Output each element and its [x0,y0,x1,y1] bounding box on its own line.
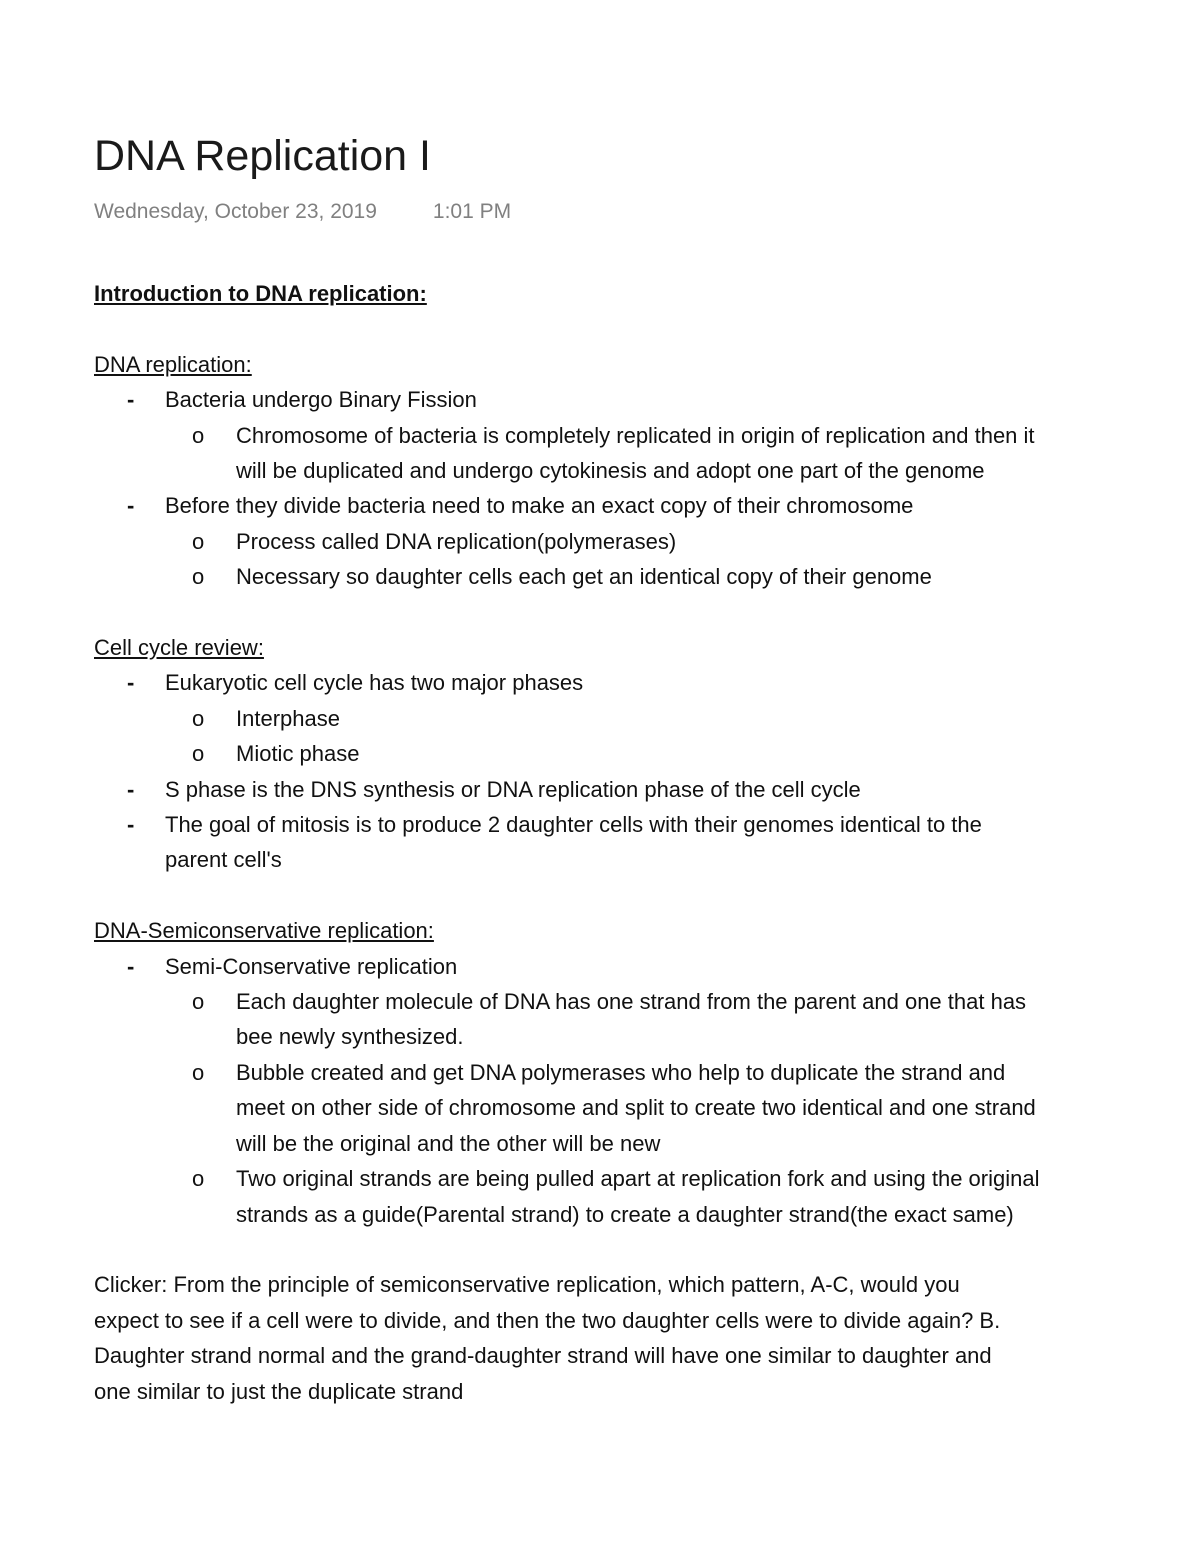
spacer [94,595,1200,630]
clicker-paragraph-line: Daughter strand normal and the grand-daughter strand will have one similar to daughter and [94,1343,992,1369]
clicker-paragraph-line: one similar to just the duplicate strand [94,1378,464,1404]
sub-bullet-continuation: will be duplicated and undergo cytokinesis and adopt one part of the genome [236,458,985,484]
sub-bullet-continuation: strands as a guide(Parental strand) to create a daughter strand(the exact same) [236,1201,1014,1227]
spacer [94,878,1200,913]
section-heading-dna-replication: DNA replication: [94,351,252,377]
note-date: Wednesday, October 23, 2019 [94,200,377,223]
note-timestamp [94,200,511,224]
bullet-item: - Eukaryotic cell cycle has two major phases [94,665,1200,700]
sub-bullet-item: o Interphase [94,701,1200,736]
sub-bullet-item: o Each daughter molecule of DNA has one strand from the parent and one that has [94,984,1200,1019]
bullet-item: - The goal of mitosis is to produce 2 daughter cells with their genomes identical to the [94,807,1200,842]
note-body [94,276,1200,1409]
bullet-item: - Bacteria undergo Binary Fission [94,382,1200,417]
spacer [94,1232,1200,1267]
bullet-continuation: parent cell's [165,847,282,873]
clicker-paragraph-line: Clicker: From the principle of semiconservative replication, which pattern, A-C, would you [94,1272,960,1298]
spacer [94,311,1200,346]
section-heading-semiconservative: DNA-Semiconservative replication: [94,918,434,944]
clicker-paragraph-line: expect to see if a cell were to divide, and then the two daughter cells were to divide again? B. [94,1307,1001,1333]
section-heading-cell-cycle-review: Cell cycle review: [94,635,264,661]
intro-heading: Introduction to DNA replication: [94,281,427,306]
sub-bullet-item: o Two original strands are being pulled apart at replication fork and using the original [94,1161,1200,1196]
sub-bullet-continuation: meet on other side of chromosome and split to create two identical and one strand [236,1095,1036,1121]
bullet-item: - S phase is the DNS synthesis or DNA replication phase of the cell cycle [94,772,1200,807]
bullet-item: - Before they divide bacteria need to make an exact copy of their chromosome [94,488,1200,523]
sub-bullet-item: o Necessary so daughter cells each get an identical copy of their genome [94,559,1200,594]
note-time: 1:01 PM [432,200,512,223]
sub-bullet-item: o Chromosome of bacteria is completely replicated in origin of replication and then it [94,418,1200,453]
sub-bullet-continuation: will be the original and the other will be new [236,1130,661,1156]
sub-bullet-item: o Miotic phase [94,736,1200,771]
page-title: DNA Replication I [94,132,431,180]
sub-bullet-continuation: bee newly synthesized. [236,1024,464,1050]
sub-bullet-item: o Bubble created and get DNA polymerases who help to duplicate the strand and [94,1055,1200,1090]
sub-bullet-item: o Process called DNA replication(polymerases) [94,524,1200,559]
bullet-item: - Semi-Conservative replication [94,949,1200,984]
